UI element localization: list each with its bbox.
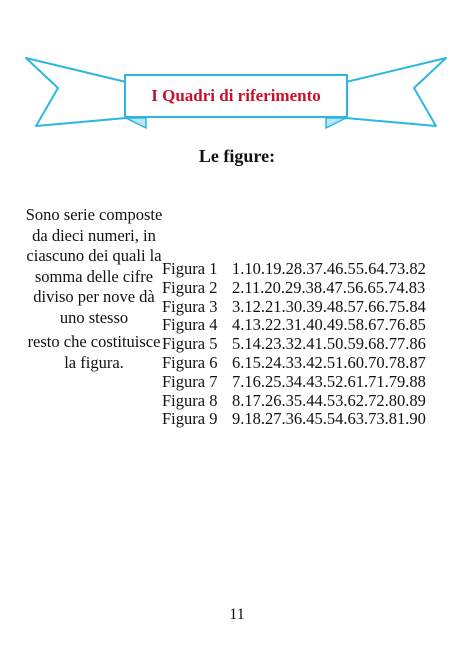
ribbon-banner bbox=[0, 0, 474, 140]
page-number: 11 bbox=[229, 606, 245, 623]
figure-row bbox=[162, 410, 426, 429]
figure-label: Figura 7 bbox=[162, 371, 218, 391]
figure-row bbox=[162, 316, 426, 335]
figure-row bbox=[162, 335, 426, 354]
figure-sequence: 2.11.20.29.38.47.56.65.74.83 bbox=[232, 277, 426, 297]
figure-label: Figura 2 bbox=[162, 277, 218, 297]
ribbon-shape bbox=[0, 0, 474, 140]
figure-label: Figura 4 bbox=[162, 315, 218, 335]
figure-row bbox=[162, 392, 426, 411]
figure-label: Figura 9 bbox=[162, 409, 218, 429]
figure-sequence: 5.14.23.32.41.50.59.68.77.86 bbox=[232, 334, 426, 354]
banner-title-box bbox=[124, 74, 348, 118]
figure-label: Figura 6 bbox=[162, 352, 218, 372]
description-paragraph-1: Sono serie composte da dieci numeri, in ciascuno dei quali la somma delle cifre diviso per nove dà uno stesso bbox=[25, 205, 163, 327]
figure-label: Figura 1 bbox=[162, 259, 218, 278]
figure-sequence: 9.18.27.36.45.54.63.73.81.90 bbox=[232, 409, 426, 429]
figure-sequence: 7.16.25.34.43.52.61.71.79.88 bbox=[232, 371, 426, 391]
figure-label: Figura 5 bbox=[162, 334, 218, 354]
figure-row bbox=[162, 279, 426, 298]
figures-list bbox=[162, 260, 426, 429]
figure-row bbox=[162, 373, 426, 392]
banner-title: I Quadri di riferimento bbox=[151, 86, 321, 105]
figure-label: Figura 8 bbox=[162, 390, 218, 410]
figure-sequence: 8.17.26.35.44.53.62.72.80.89 bbox=[232, 390, 426, 410]
figure-sequence: 1.10.19.28.37.46.55.64.73.82 bbox=[232, 259, 426, 278]
figure-row bbox=[162, 354, 426, 373]
description-paragraph-2: resto che costituisce la figura. bbox=[27, 332, 161, 372]
section-subtitle: Le figure: bbox=[198, 146, 276, 166]
figure-row bbox=[162, 260, 426, 279]
figure-sequence: 4.13.22.31.40.49.58.67.76.85 bbox=[232, 315, 426, 335]
figure-sequence: 6.15.24.33.42.51.60.70.78.87 bbox=[232, 352, 426, 372]
figure-row bbox=[162, 298, 426, 317]
figure-sequence: 3.12.21.30.39.48.57.66.75.84 bbox=[232, 296, 426, 316]
description-block bbox=[24, 205, 164, 373]
figure-label: Figura 3 bbox=[162, 296, 218, 316]
